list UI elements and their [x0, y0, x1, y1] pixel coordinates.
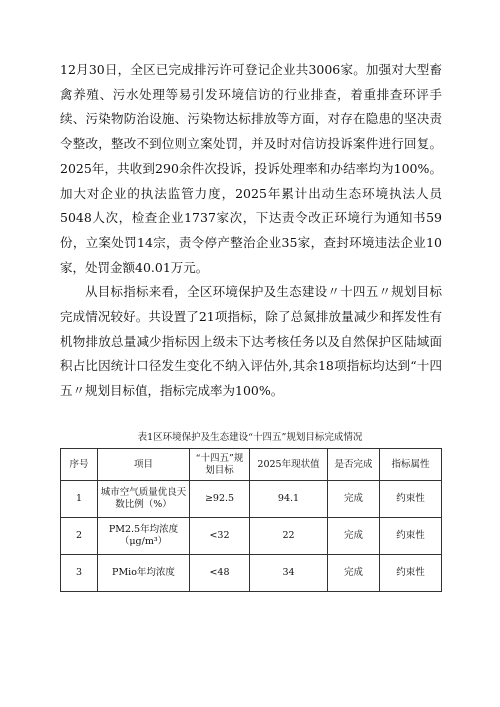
cell-current-value: 22 [250, 518, 328, 555]
cell-current-value: 34 [250, 555, 328, 592]
cell-item: PMio年均浓度 [98, 555, 190, 592]
cell-index: 1 [61, 481, 98, 518]
header-item: 项目 [98, 449, 190, 481]
cell-item: PM2.5年均浓度（μg/m³） [98, 518, 190, 555]
cell-item: 城市空气质量优良天数比例（%） [98, 481, 190, 518]
cell-completed: 完成 [328, 555, 380, 592]
cell-index: 3 [61, 555, 98, 592]
header-completed: 是否完成 [328, 449, 380, 481]
cell-index: 2 [61, 518, 98, 555]
header-index: 序号 [61, 449, 98, 481]
cell-attribute: 约束性 [380, 481, 442, 518]
paragraph-targets: 从目标指标来看，全区环境保护及生态建设〃十四五〃规划目标完成情况较好。共设置了21项指标，除了总氮排放量减少和挥发性有机物排放总量减少指标因上级未下达考核任务以及自然保护区陆域面积占比因统计口径发生变化不纳入评估外,其余18项指标均达到“十四五〃规划目标值，指标完成率为100%。 [60, 284, 442, 399]
header-target: “十四五”规划目标 [190, 449, 250, 481]
targets-table [60, 448, 442, 592]
cell-attribute: 约束性 [380, 555, 442, 592]
table-row [61, 481, 442, 518]
table-header-row [61, 449, 442, 481]
body-text [60, 58, 442, 404]
cell-target: <32 [190, 518, 250, 555]
header-attribute: 指标属性 [380, 449, 442, 481]
cell-target: ≥92.5 [190, 481, 250, 518]
table-row [61, 555, 442, 592]
cell-current-value: 94.1 [250, 481, 328, 518]
cell-completed: 完成 [328, 481, 380, 518]
cell-attribute: 约束性 [380, 518, 442, 555]
table-row [61, 518, 442, 555]
table-caption: 表1区环境保护及生态建设“十四五”规划目标完成情况 [137, 432, 363, 443]
cell-completed: 完成 [328, 518, 380, 555]
header-current-value: 2025年现状值 [250, 449, 328, 481]
paragraph-enforcement: 12月30日，全区已完成排污许可登记企业共3006家。加强对大型畜禽养殖、污水处理等易引发环境信访的行业排查，着重排查环评手续、污染物防治设施、污染物达标排放等方面，对存在隐患的坚决责令整改，整改不到位则立案处罚，并及时对信访投诉案件进行回复。2025年，共收到290余件次投诉，投诉处理率和办结率均为100%。加大对企业的执法监管力度，2025年累计出动生态环境执法人员5048人次，检查企业1737家次，下达责令改正环境行为通知书59份，立案处罚14宗，责令停产整治企业35家，查封环境违法企业10家，处罚金额40.01万元。 [60, 62, 442, 275]
cell-target: <48 [190, 555, 250, 592]
